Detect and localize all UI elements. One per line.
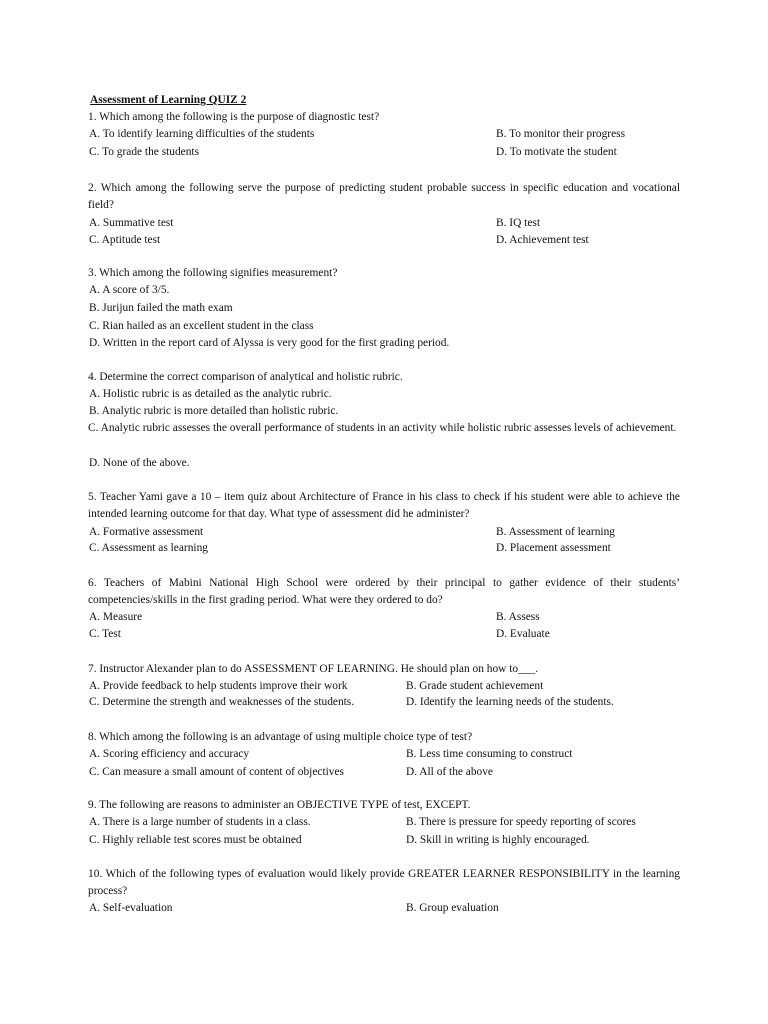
- q5-option-c: C. Assessment as learning: [89, 542, 208, 554]
- q9-option-d: D. Skill in writing is highly encouraged.: [406, 834, 590, 846]
- q6-option-b: B. Assess: [496, 611, 540, 623]
- q3-option-b: B. Jurijun failed the math exam: [89, 302, 233, 314]
- q6-option-a: A. Measure: [89, 611, 143, 623]
- q3-option-a: A. A score of 3/5.: [89, 284, 170, 296]
- question-3: 3. Which among the following signifies measurement?: [88, 267, 338, 279]
- q3-option-c: C. Rian hailed as an excellent student in the class: [89, 320, 314, 332]
- question-4: 4. Determine the correct comparison of analytical and holistic rubric.: [88, 371, 403, 383]
- question-9: 9. The following are reasons to administer an OBJECTIVE TYPE of test, EXCEPT.: [88, 799, 471, 811]
- q1-option-b: B. To monitor their progress: [496, 128, 626, 140]
- q8-option-d: D. All of the above: [406, 766, 493, 778]
- q7-option-b: B. Grade student achievement: [406, 680, 544, 692]
- q4-option-d: D. None of the above.: [89, 457, 190, 469]
- q6-option-d: D. Evaluate: [496, 628, 550, 640]
- question-6: 6. Teachers of Mabini National High School were ordered by their principal to gather evidence of their students’ competencies/skills in the first grading period. What were they ordered to do?: [88, 577, 680, 606]
- q2-option-b: B. IQ test: [496, 217, 540, 229]
- q2-option-a: A. Summative test: [89, 217, 174, 229]
- question-5: 5. Teacher Yami gave a 10 – item quiz about Architecture of France in his class to check if his student were able to achieve the intended learning outcome for that day. What type of assessment did he administer?: [88, 491, 680, 520]
- q4-option-c: C. Analytic rubric assesses the overall performance of students in an activity while holistic rubric assesses levels of achievement.: [88, 422, 677, 434]
- question-1: 1. Which among the following is the purpose of diagnostic test?: [88, 111, 380, 123]
- q9-option-a: A. There is a large number of students in a class.: [89, 816, 311, 828]
- q8-option-c: C. Can measure a small amount of content of objectives: [89, 766, 344, 778]
- q6-option-c: C. Test: [89, 628, 121, 640]
- q1-option-a: A. To identify learning difficulties of the students: [89, 128, 315, 140]
- q2-option-c: C. Aptitude test: [89, 234, 161, 246]
- q2-option-d: D. Achievement test: [496, 234, 589, 246]
- q5-option-b: B. Assessment of learning: [496, 526, 615, 538]
- q5-option-d: D. Placement assessment: [496, 542, 611, 554]
- q4-option-a: A. Holistic rubric is as detailed as the analytic rubric.: [89, 388, 332, 400]
- q8-option-a: A. Scoring efficiency and accuracy: [89, 748, 250, 760]
- question-7: 7. Instructor Alexander plan to do ASSESSMENT OF LEARNING. He should plan on how to___.: [88, 663, 539, 675]
- q3-option-d: D. Written in the report card of Alyssa is very good for the first grading period.: [89, 337, 450, 349]
- q5-option-a: A. Formative assessment: [89, 526, 204, 538]
- q10-option-b: B. Group evaluation: [406, 902, 499, 914]
- q9-option-b: B. There is pressure for speedy reporting of scores: [406, 816, 636, 828]
- question-8: 8. Which among the following is an advantage of using multiple choice type of test?: [88, 731, 473, 743]
- q7-option-a: A. Provide feedback to help students improve their work: [89, 680, 348, 692]
- quiz-title: Assessment of Learning QUIZ 2: [90, 94, 247, 106]
- question-10: 10. Which of the following types of evaluation would likely provide GREATER LEARNER RESPONSIBILITY in the learning process?: [88, 868, 680, 897]
- q10-option-a: A. Self-evaluation: [89, 902, 173, 914]
- q4-option-b: B. Analytic rubric is more detailed than holistic rubric.: [89, 405, 339, 417]
- q1-option-c: C. To grade the students: [89, 146, 200, 158]
- q7-option-d: D. Identify the learning needs of the students.: [406, 696, 614, 708]
- question-2: 2. Which among the following serve the purpose of predicting student probable success in specific education and vocational field?: [88, 182, 680, 211]
- q8-option-b: B. Less time consuming to construct: [406, 748, 573, 760]
- q9-option-c: C. Highly reliable test scores must be obtained: [89, 834, 302, 846]
- q1-option-d: D. To motivate the student: [496, 146, 617, 158]
- q7-option-c: C. Determine the strength and weaknesses of the students.: [89, 696, 355, 708]
